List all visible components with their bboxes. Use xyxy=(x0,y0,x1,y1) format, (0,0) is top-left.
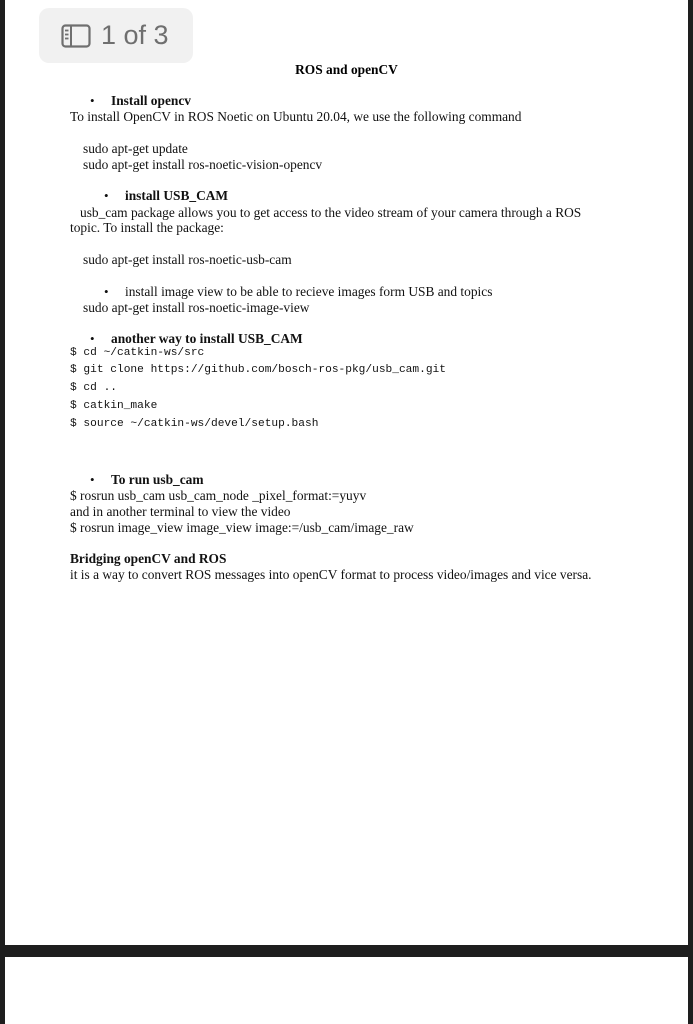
install-opencv-intro: To install OpenCV in ROS Noetic on Ubuntu 20.04, we use the following command xyxy=(70,109,522,124)
run-usb-cam-line3: $ rosrun image_view image_view image:=/usb_cam/image_raw xyxy=(70,520,414,535)
page-counter-button[interactable] xyxy=(39,8,193,63)
cmd-apt-update: sudo apt-get update xyxy=(83,141,188,156)
usb-cam-desc-line2: topic. To install the package: xyxy=(70,220,224,235)
document-page-2 xyxy=(5,957,688,1024)
code-line: $ git clone https://github.com/bosch-ros-pkg/usb_cam.git xyxy=(70,364,446,376)
heading-install-usb-cam: install USB_CAM xyxy=(125,188,229,203)
code-line: $ cd .. xyxy=(70,382,117,394)
heading-bridging: Bridging openCV and ROS xyxy=(70,551,227,566)
bullet-icon: • xyxy=(90,331,95,346)
heading-install-opencv: Install opencv xyxy=(111,93,191,108)
image-view-bullet: install image view to be able to recieve images form USB and topics xyxy=(125,284,493,299)
sidebar-toggle-icon[interactable] xyxy=(61,24,91,48)
cmd-install-usb-cam: sudo apt-get install ros-noetic-usb-cam xyxy=(83,252,292,267)
bullet-icon: • xyxy=(104,284,109,299)
heading-another-way: another way to install USB_CAM xyxy=(111,331,303,346)
cmd-install-vision-opencv: sudo apt-get install ros-noetic-vision-opencv xyxy=(83,157,323,172)
heading-run-usb-cam: To run usb_cam xyxy=(111,472,204,487)
code-line: $ catkin_make xyxy=(70,400,158,412)
bullet-icon: • xyxy=(104,188,109,203)
run-usb-cam-line1: $ rosrun usb_cam usb_cam_node _pixel_format:=yuyv xyxy=(70,488,367,503)
document-title: ROS and openCV xyxy=(295,62,398,77)
usb-cam-desc-line1: usb_cam package allows you to get access to the video stream of your camera through a ROS xyxy=(80,205,582,220)
code-line: $ cd ~/catkin-ws/src xyxy=(70,347,205,359)
cmd-install-image-view: sudo apt-get install ros-noetic-image-view xyxy=(83,300,310,315)
document-page-1 xyxy=(5,0,688,945)
bullet-icon: • xyxy=(90,93,95,108)
bridging-text: it is a way to convert ROS messages into openCV format to process video/images and vice versa. xyxy=(70,567,592,582)
run-usb-cam-line2: and in another terminal to view the video xyxy=(70,504,291,519)
page-counter-label: 1 of 3 xyxy=(101,20,169,50)
code-line: $ source ~/catkin-ws/devel/setup.bash xyxy=(70,418,319,430)
bullet-icon: • xyxy=(90,472,95,487)
